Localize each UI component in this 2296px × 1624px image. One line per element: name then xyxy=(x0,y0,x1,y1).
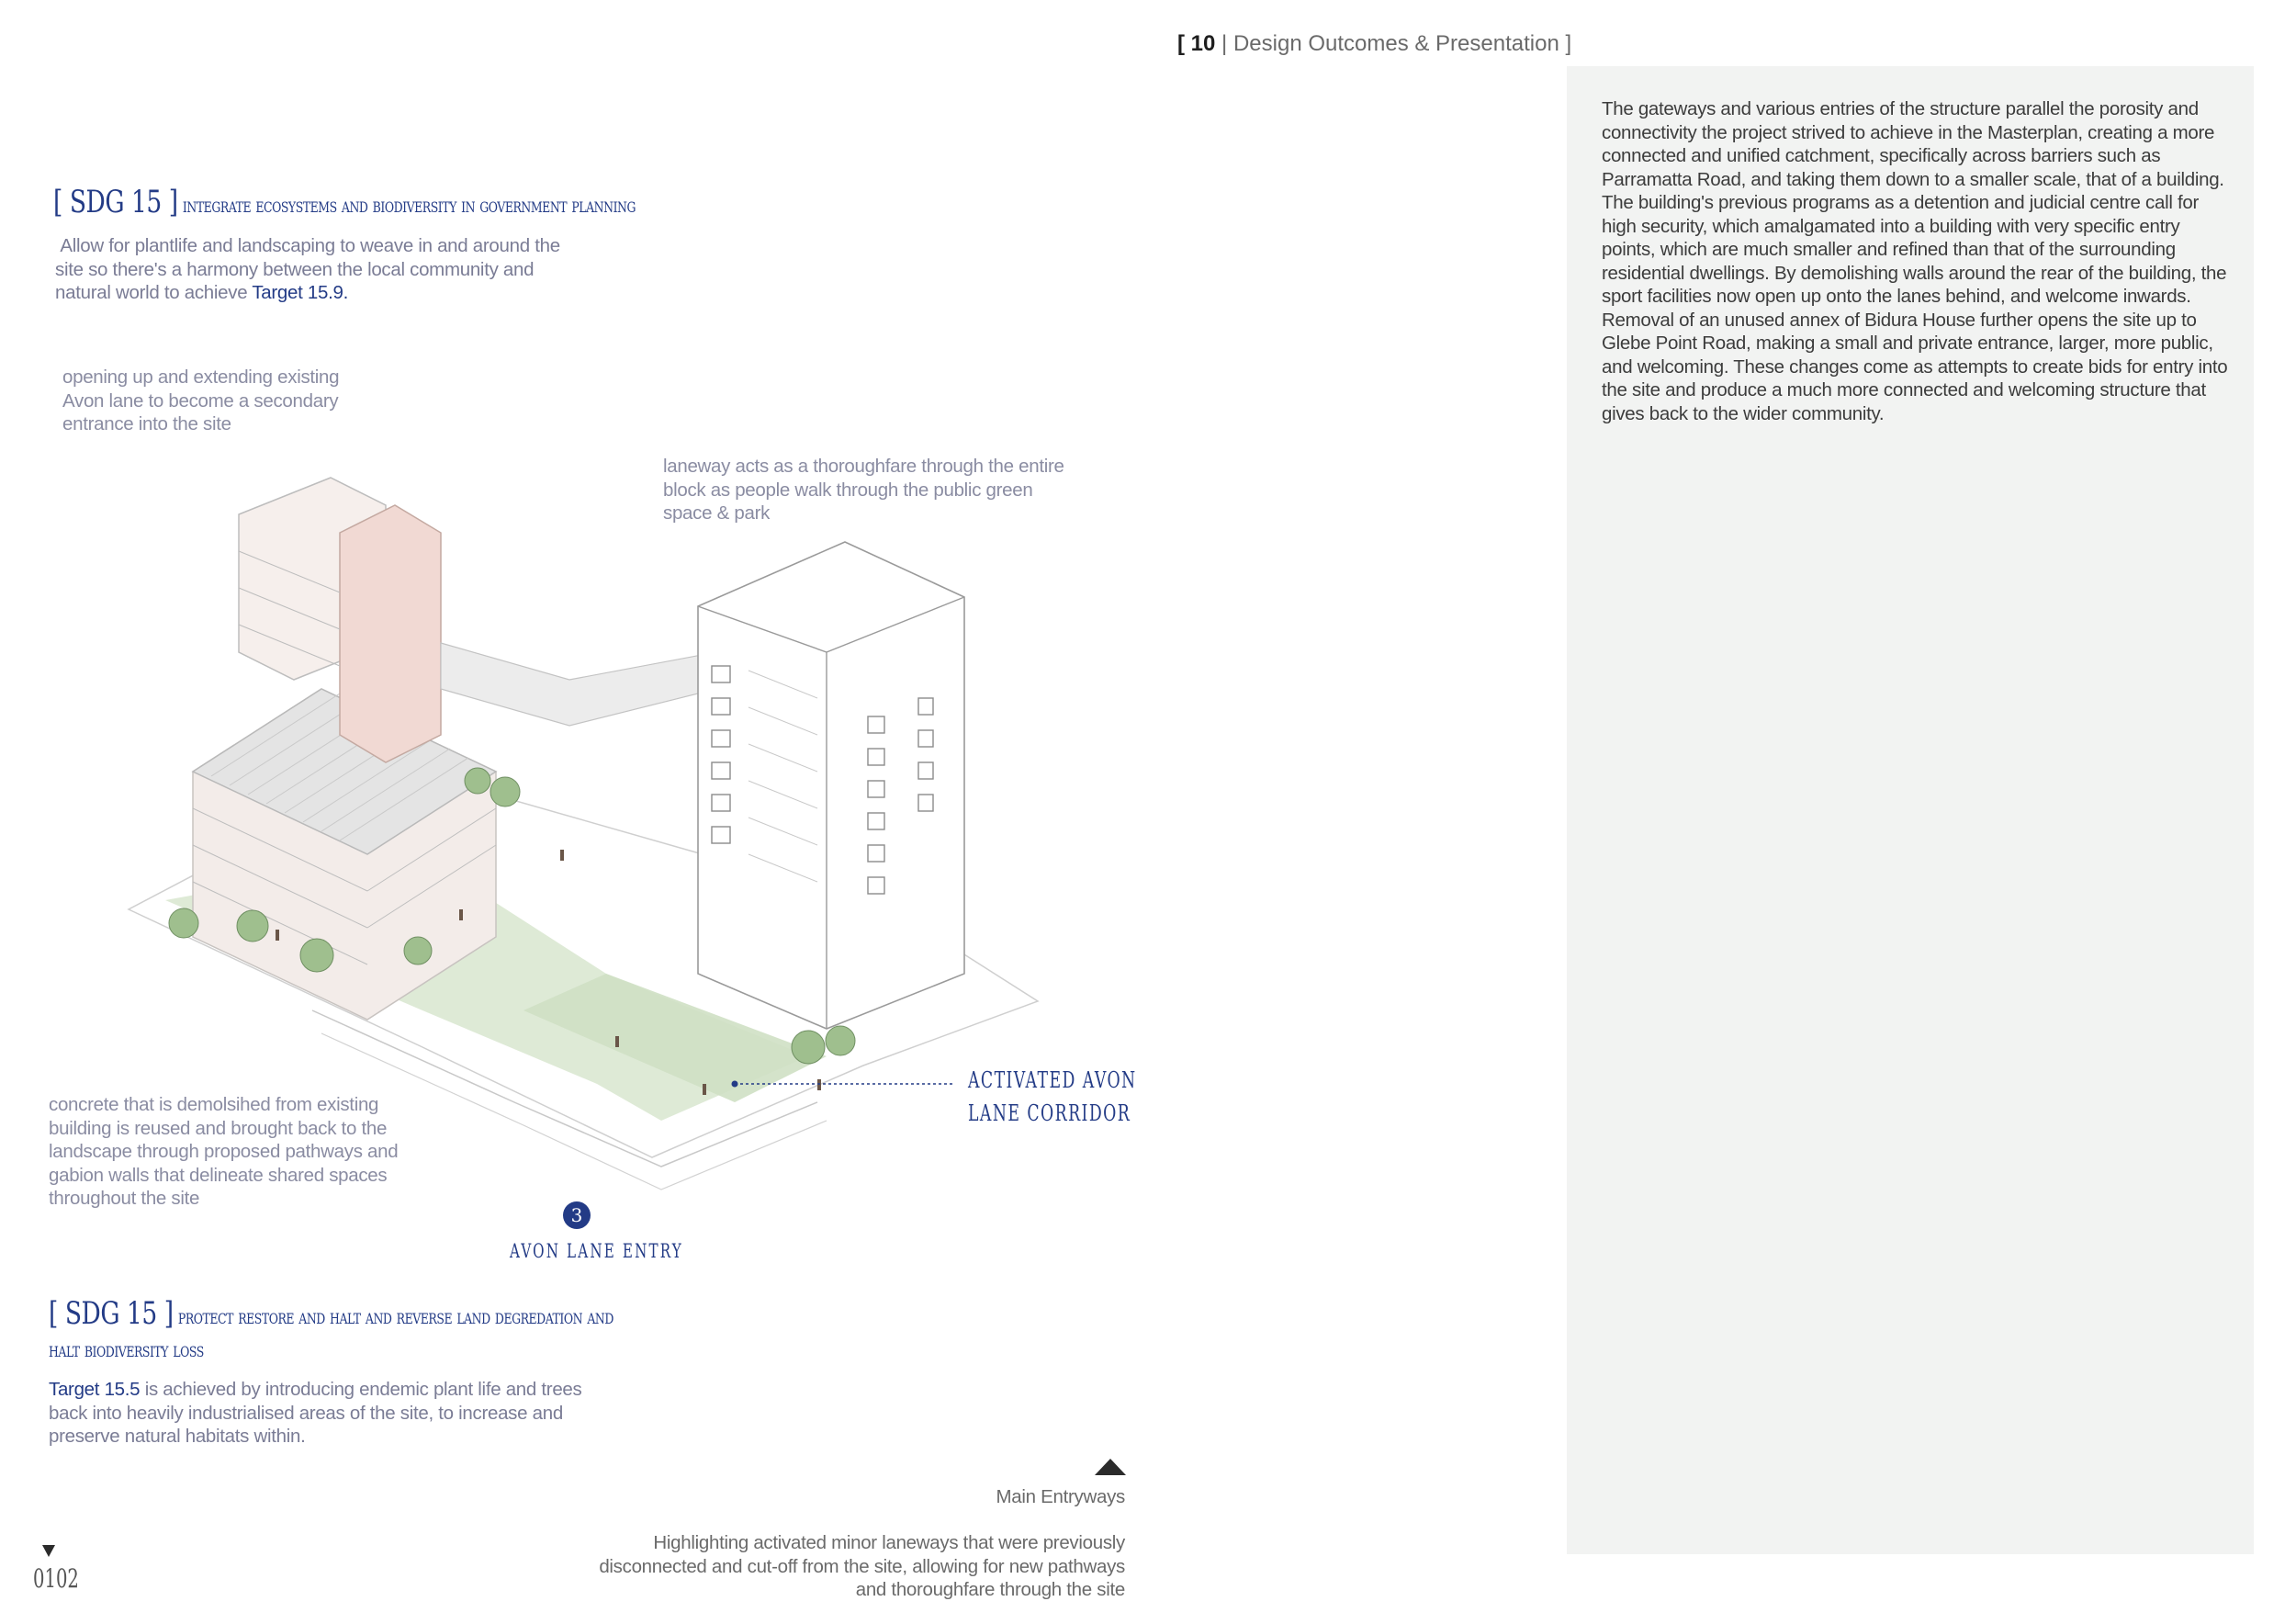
sdg-bottom-target: Target 15.5 xyxy=(49,1379,141,1400)
sdg-bottom-title-line2: halt biodiversity loss xyxy=(49,1338,204,1362)
sdg-top-heading xyxy=(53,184,636,220)
entry-marker: 3 xyxy=(563,1201,591,1229)
legend-label: Main Entryways xyxy=(996,1486,1125,1507)
page-number: 10 xyxy=(1190,31,1216,56)
sdg-bottom-body xyxy=(49,1378,591,1449)
annotation-avon-lane: opening up and extending existing Avon lane to become a secondary entrance into the site xyxy=(62,367,340,434)
sdg-top-body-text: Allow for plantlife and landscaping to weave in and around the site so there's a harmony between the local community and natural world to achieve xyxy=(55,235,560,303)
sdg-top-title: integrate ecosystems and biodiversity in government planning xyxy=(182,194,636,218)
annotation-concrete: concrete that is demolsihed from existing building is reused and brought back to the landscape through proposed pathways and gabion walls that delineate shared spaces throughout the site xyxy=(49,1094,399,1209)
annotation-laneway: laneway acts as a thoroughfare through the entire block as people walk through the public green space & park xyxy=(663,456,1064,524)
sdg-bottom-heading xyxy=(49,1297,613,1367)
triangle-marker-icon xyxy=(1095,1459,1126,1475)
page-code: 0102 xyxy=(33,1563,79,1594)
down-triangle-icon xyxy=(42,1545,55,1558)
sdg-top-tag: [ SDG 15 ] xyxy=(53,184,178,220)
sdg-bottom-tag: [ SDG 15 ] xyxy=(49,1295,174,1332)
panel-paragraph: The gateways and various entries of the structure parallel the porosity and connectivity the project strived to achieve in the Masterplan, creating a more connected and unified catchment, specifically across barriers such as Parramatta Road, and taking them down to a smaller scale, that of a building. The building's previous programs as a detention and judicial centre call for high security, which amalgamated into a building with very specific entry points, which are much smaller and refined than that of the surrounding residential dwellings. By demolishing walls around the rear of the building, the sport facilities now open up onto the lanes behind, and welcome inwards. Removal of an unused annex of Bidura House further opens the site up to Glebe Point Road, making a small and private entrance, larger, more public, and welcoming. These changes come as attempts to create bids for entry into the site and produce a much more connected and welcoming structure that gives back to the wider community. xyxy=(1602,98,2228,424)
walkway-bridge xyxy=(441,643,716,726)
axonometric-drawing xyxy=(92,459,1065,1212)
section-title: Design Outcomes & Presentation xyxy=(1232,31,1559,56)
corridor-label-line1: ACTIVATED AVON xyxy=(968,1067,1137,1093)
corridor-label xyxy=(968,1064,1137,1130)
corridor-label-line2: LANE CORRIDOR xyxy=(968,1100,1131,1126)
page-header: [ 10 | Design Outcomes & Presentation ] xyxy=(1177,31,1572,56)
residential-block xyxy=(698,542,964,1029)
entry-label: AVON LANE ENTRY xyxy=(510,1240,683,1262)
sdg-top-body xyxy=(55,234,590,305)
sdg-bottom-title-line1: protect restore and halt and reverse land degredation and xyxy=(177,1305,613,1329)
sdg-top-target: Target 15.9. xyxy=(252,282,349,303)
brick-tower xyxy=(340,505,441,762)
sdg-bottom-body-text: is achieved by introducing endemic plant life and trees back into heavily industrialised areas of the site, to increase and preserve natural habitats within. xyxy=(49,1379,582,1447)
legend-description: Highlighting activated minor laneways that were previously disconnected and cut-off from the site, allowing for new pathways and thoroughfare through the site xyxy=(599,1532,1125,1600)
